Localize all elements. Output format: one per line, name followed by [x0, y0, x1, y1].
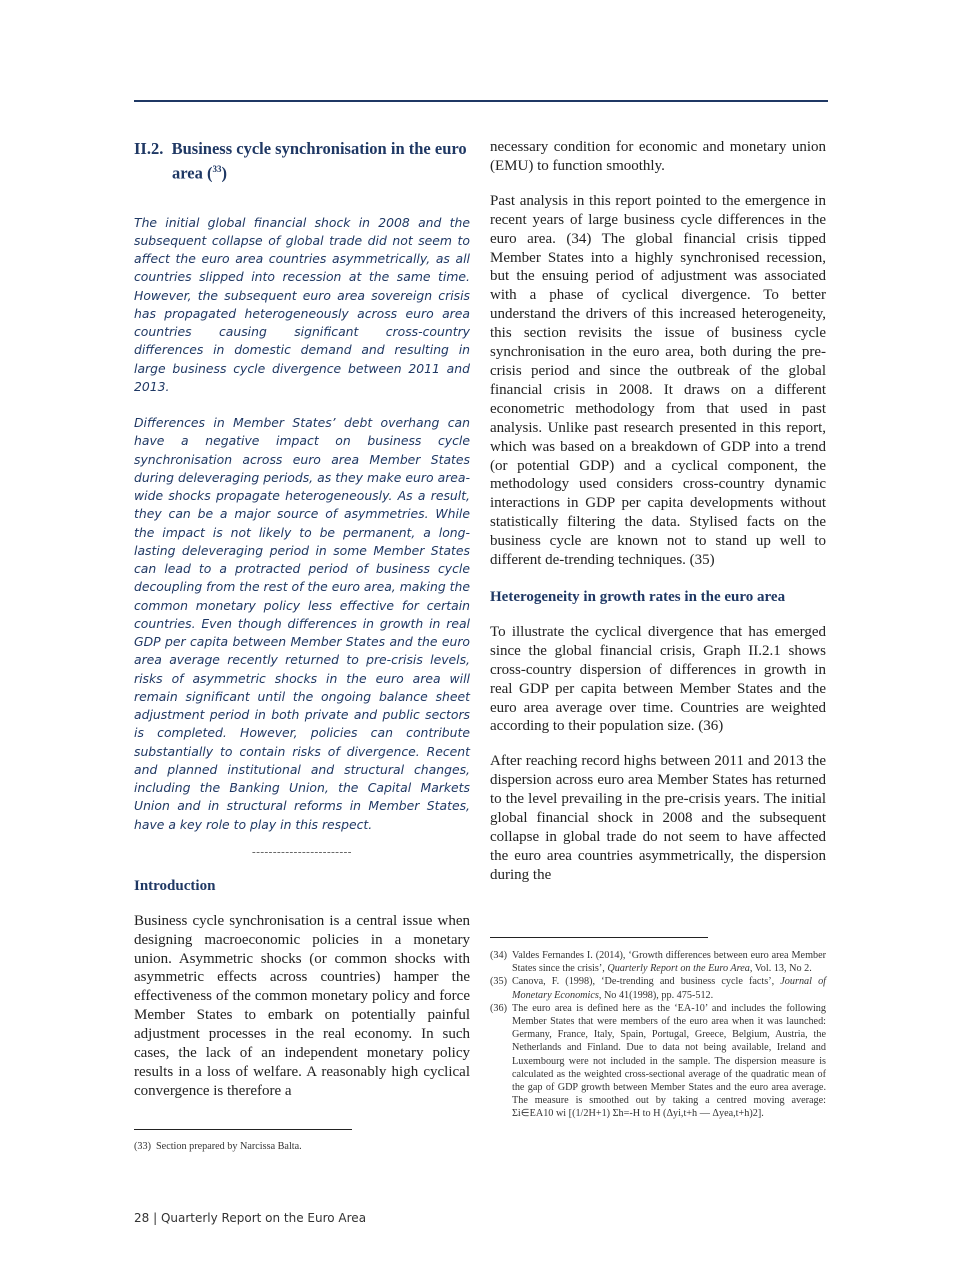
abstract-paragraph-2: Differences in Member States’ debt overhang can have a negative impact on business cycle synchronisation across euro area Member States during deleveraging periods, as they make euro area-wide shocks propagate heterogeneously. As a result, they can be a major source of asymmetries. While the impact is not likely to be permanent, a long-lasting deleveraging period in some Member States can lead to a protracted period of business cycle decoupling from the rest of the euro area, making the common monetary policy less effective for certain countries. Even though differences in growth in real GDP per capita between Member States and the euro area average recently returned to pre-crisis levels, risks of asymmetric shocks in the euro area will remain significant until the ongoing balance sheet adjustment period in both private and public sectors is completed. However, policies can contribute substantially to contain risks of divergence. Recent and planned institutional and structural changes, including the Banking Union, the Capital Markets Union and in structural reforms in Member States, have a key role to play in this respect.	[134, 415, 470, 832]
section-title-text: Business cycle synchronisation in the euro area	[171, 139, 467, 183]
footnote-text: Canova, F. (1998), ‘De-trending and business cycle facts’, Journal of Monetary Economics, No 41(1998), pp. 475-512.	[512, 976, 827, 1001]
footnote-ref-34[interactable]: (34)	[566, 230, 592, 247]
right-paragraph-1: necessary condition for economic and monetary union (EMU) to function smoothly.	[490, 139, 826, 174]
footnote-number: (36)	[490, 1002, 507, 1014]
paragraph-text: To illustrate the cyclical divergence that has emerged since the global financial crisis, Graph II.2.1 shows cross-country dispersion of differences in growth in real GDP per capita between Member States and the euro area average over time. Countries are weighted according to their population size.	[490, 623, 826, 735]
header-rule	[134, 100, 828, 102]
footnote-number: (35)	[490, 976, 507, 988]
section-number: II.2.	[134, 139, 164, 158]
footnote-text: The euro area is defined here as the ‘EA-10’ and includes the following Member States that were members of the euro area when it was launched: Germany, France, Italy, Spain, Portugal, Greece, Belgium, Austria, the Netherlands and Finland. Due to data not being available, Ireland and Luxembourg were not included in the sample. The dispersion measure is calculated as the weighted cross-sectional average of the quadratic mean of the gap of GDP growth between Member States and the euro area average. The measure is smoothed out by taking a centred moving average: Σi∈EA10 wi [(1/2H+1) Σh=-H to H (Δyi,t+h — Δyea,t+h)2].	[512, 1002, 826, 1120]
footnote-33	[134, 1140, 470, 1153]
footnote-list	[490, 949, 826, 1121]
abstract-paragraph-1: The initial global financial shock in 2008 and the subsequent collapse of global trade did not seem to affect the euro area countries asymmetrically, as all countries slipped into recession at the same time. However, the subsequent euro area sovereign crisis has propagated heterogeneously across euro area countries causing significant cross-country differences in domestic demand and resulting in large business cycle divergence between 2011 and 2013.	[134, 214, 470, 394]
section-title: II.2. Business cycle synchronisation in the euro area ($^{33}$)	[134, 139, 467, 183]
page-footer: 28 | Quarterly Report on the Euro Area	[134, 1211, 367, 1225]
right-paragraph-3	[490, 623, 826, 736]
separator: ------------------------	[252, 845, 352, 858]
footnote-ref-35[interactable]: (35)	[689, 552, 715, 569]
footnote-36	[490, 1002, 826, 1121]
right-column	[490, 130, 826, 885]
right-paragraph-2	[490, 192, 826, 570]
section-title-ref[interactable]: 33	[212, 164, 222, 174]
footnote-text: Section prepared by Narcissa Balta.	[156, 1141, 302, 1152]
paragraph-text: The global financial crisis tipped Member States into a highly synchronised recession, but the ensuing period of adjustment was associated with a phase of cyclical divergence. To better understand the drivers of this increased heterogeneity, this section revisits the issue of business cycle synchronisation in the euro area, both during the pre-crisis period and since the outbreak of the global financial crisis in 2008. It draws on a different econometric methodology from that used in past analysis. Unlike past research presented in this report, which was based on a breakdown of GDP into a trend (or potential GDP) and a cyclical component, the methodology used considers cross-country dynamic interactions in GDP per capita developments without statistically filtering the data. Stylised facts on the business cycle are known not to stand up well to different de-trending techniques.	[490, 230, 827, 569]
left-column	[134, 130, 470, 1101]
footnote-rule-right	[490, 937, 708, 938]
footnote-rule-left	[134, 1129, 352, 1130]
footnote-number: (33)	[134, 1141, 151, 1152]
right-paragraph-4: After reaching record highs between 2011 and 2013 the dispersion across euro area Member States has returned to the level prevailing in the pre-crisis years. The initial global financial shock in 2008 and the subsequent collapse in global trade do not seem to have affected the euro area countries asymmetrically, the dispersion during the	[490, 753, 826, 883]
footnote-text: Valdes Fernandes I. (2014), ‘Growth differences between euro area Member States since the crisis’, Quarterly Report on the Euro Area, Vol. 13, No 2.	[512, 950, 826, 975]
footnote-number: (34)	[490, 950, 507, 961]
introduction-paragraph: Business cycle synchronisation is a central issue when designing macroeconomic policies in a monetary union. Asymmetric shocks (or common shocks with asymmetric effects across countries) hamper the effectiveness of the common monetary policy and force Member States to embark on potentially painful adjustment processes in the real economy. In such cases, the lack of an independent monetary policy results in a loss of welfare. A reasonably high cyclical convergence is therefore a	[134, 912, 470, 1099]
introduction-heading: Introduction	[134, 877, 216, 894]
footnote-34	[490, 949, 826, 975]
heterogeneity-heading: Heterogeneity in growth rates in the euro area	[490, 588, 786, 605]
paragraph-text: Past analysis in this report pointed to the emergence in recent years of large business cycle differences in the euro area.	[490, 192, 826, 247]
footnote-ref-36[interactable]: (36)	[698, 718, 724, 735]
footnote-35	[490, 975, 826, 1001]
